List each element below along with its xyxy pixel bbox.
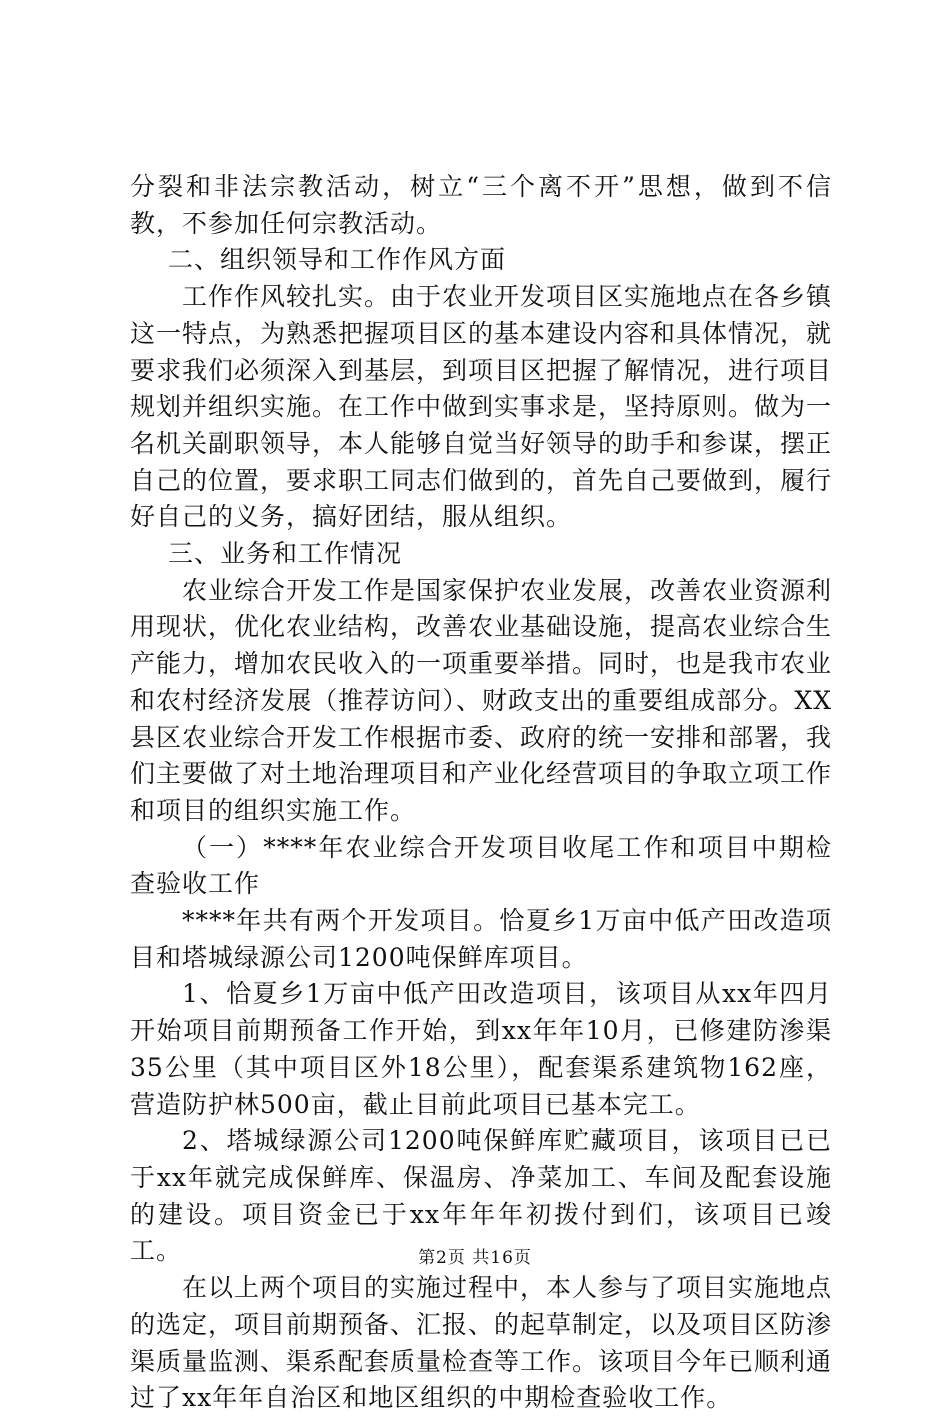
paragraph-project-overview: ****年共有两个开发项目。恰夏乡1万亩中低产田改造项目和塔城绿源公司1200吨保鲜库项目。 bbox=[130, 906, 832, 972]
section-heading-leadership: 二、组织领导和工作作风方面 bbox=[168, 245, 507, 275]
paragraph-agriculture-development: 农业综合开发工作是国家保护农业发展，改善农业资源利用现状，优化农业结构，改善农业基础设施，提高农业综合生产能力，增加农民收入的一项重要举措。同时，也是我市农业和农村经济发展（推荐访问）、财政支出的重要组成部分。XX县区农业综合开发工作根据市委、政府的统一安排和部署，我们主要做了对土地治理项目和产业化经营项目的争取立项工作和项目的组织实施工作。 bbox=[130, 575, 833, 825]
page-number-footer: 第2页 共16页 bbox=[418, 1248, 532, 1268]
paragraph-project-one: 1、恰夏乡1万亩中低产田改造项目，该项目从xx年四月开始项目前期预备工作开始，到xx年年10月，已修建防渗渠35公里（其中项目区外18公里），配套渠系建筑物162座，营造防护林500亩，截止目前此项目已基本完工。 bbox=[130, 979, 832, 1119]
subsection-heading-project-closeout: （一）****年农业综合开发项目收尾工作和项目中期检查验收工作 bbox=[130, 832, 832, 899]
section-heading-business: 三、业务和工作情况 bbox=[168, 539, 403, 569]
paragraph-project-two: 2、塔城绿源公司1200吨保鲜库贮藏项目，该项目已已于xx年就完成保鲜库、保温房、净菜加工、车间及配套设施的建设。项目资金已于xx年年年初拨付到们，该项目已竣工。 bbox=[130, 1126, 832, 1266]
paragraph-continuation: 分裂和非法宗教活动，树立“三个离不开”思想，做到不信教，不参加任何宗教活动。 bbox=[130, 172, 832, 238]
document-body bbox=[130, 169, 832, 1417]
paragraph-personal-participation: 在以上两个项目的实施过程中，本人参与了项目实施地点的选定，项目前期预备、汇报、的起草制定，以及项目区防渗渠质量监测、渠系配套质量检查等工作。该项目今年已顺利通过了xx年年自治区和地区组织的中期检查验收工作。 bbox=[130, 1273, 833, 1413]
paragraph-work-style: 工作作风较扎实。由于农业开发项目区实施地点在各乡镇这一特点，为熟悉把握项目区的基本建设内容和具体情况，就要求我们必须深入到基层，到项目区把握了解情况，进行项目规划并组织实施。在工作中做到实事求是，坚持原则。做为一名机关副职领导，本人能够自觉当好领导的助手和参谋，摆正自己的位置，要求职工同志们做到的，首先自己要做到，履行好自己的义务，搞好团结，服从组织。 bbox=[130, 282, 833, 532]
